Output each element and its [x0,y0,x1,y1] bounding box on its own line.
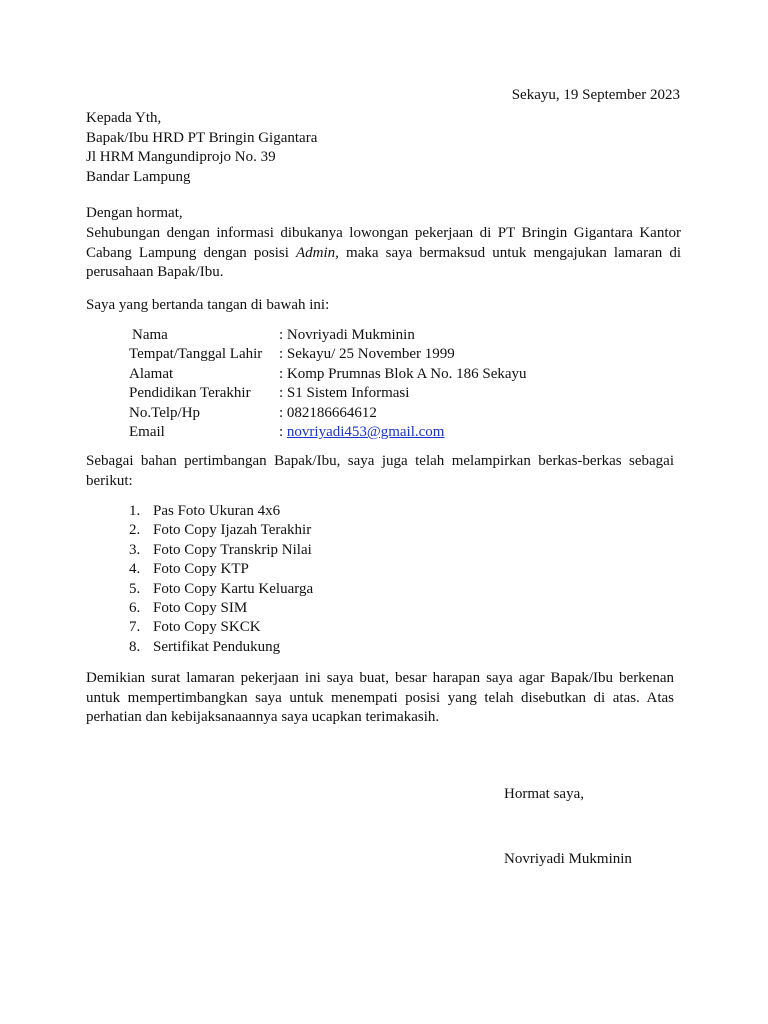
recipient-line: Kepada Yth, [86,110,162,126]
list-number: 4. [129,561,141,578]
list-number: 2. [129,522,141,539]
list-number: 3. [129,541,141,558]
position-name: Admin, [296,244,339,261]
identity-row-name [129,326,527,345]
identity-table [129,326,527,442]
identity-label: Nama [132,327,168,343]
attachments-intro: Sebagai bahan pertimbangan Bapak/Ibu, saya juga telah melampirkan berkas-berkas sebagai berikut: [86,453,674,489]
opening-text-end: maka saya bermaksud untuk mengajukan lamaran di perusahaan Bapak/Ibu. [86,244,681,280]
list-item [129,599,313,618]
list-text: Foto Copy KTP [153,561,249,578]
recipient-address [86,109,317,188]
list-text: Foto Copy SIM [153,600,248,617]
list-item [129,580,313,599]
list-text: Foto Copy SKCK [153,619,261,636]
recipient-line: Bapak/Ibu HRD PT Bringin Gigantara [86,129,318,146]
list-number: 1. [129,503,141,519]
signature-name: Novriyadi Mukminin [504,851,632,867]
list-text: Foto Copy Transkrip Nilai [153,541,312,558]
email-link[interactable]: novriyadi453@gmail.com [286,424,445,441]
identity-value: : Sekayu/ 25 November 1999 [279,346,455,363]
list-text: Pas Foto Ukuran 4x6 [153,503,281,519]
identity-row-birth [129,345,527,364]
identity-value: : S1 Sistem Informasi [279,385,410,402]
identity-row-email [129,423,527,442]
list-item [129,521,313,540]
salutation: Dengan hormat, [86,205,183,221]
identity-intro: Saya yang bertanda tangan di bawah ini: [86,297,330,313]
opening-paragraph [86,224,681,283]
email-prefix: : [279,424,287,441]
identity-row-phone [129,404,527,423]
letter-date: Sekayu, 19 September 2023 [511,87,680,103]
identity-label: Alamat [129,365,174,382]
list-item [129,502,313,521]
identity-row-address [129,365,527,384]
opening-text: Sehubungan dengan informasi dibukanya lowongan pekerjaan di PT Bringin Gigantara Kantor Cabang Lampung dengan posisi [86,225,681,261]
closing-phrase: Hormat saya, [504,786,584,802]
recipient-line: Jl HRM Mangundiprojo No. 39 [86,149,276,166]
list-text: Foto Copy Ijazah Terakhir [153,522,312,539]
closing-paragraph: Demikian surat lamaran pekerjaan ini saya buat, besar harapan saya agar Bapak/Ibu berkenan untuk mempertimbangkan saya untuk menempati posisi yang telah disebutkan di atas. Atas perhatian dan kebijaksanaannya saya ucapkan terimakasih. [86,670,674,725]
identity-label: Tempat/Tanggal Lahir [129,346,263,363]
identity-value: : Novriyadi Mukminin [279,327,415,343]
identity-label: No.Telp/Hp [129,404,201,421]
identity-value: : Komp Prumnas Blok A No. 186 Sekayu [279,365,527,382]
identity-value [279,423,444,442]
list-item [129,638,313,657]
list-number: 8. [129,638,141,655]
list-item [129,618,313,637]
list-number: 6. [129,600,141,617]
list-item [129,560,313,579]
list-number: 5. [129,580,141,597]
list-text: Foto Copy Kartu Keluarga [153,580,314,597]
identity-value: : 082186664612 [279,404,377,421]
recipient-line: Bandar Lampung [86,169,191,186]
attachments-list [129,502,313,657]
identity-label: Email [129,424,165,441]
list-item [129,541,313,560]
list-number: 7. [129,619,141,636]
identity-label: Pendidikan Terakhir [129,385,251,402]
list-text: Sertifikat Pendukung [153,638,281,655]
identity-row-education [129,384,527,403]
